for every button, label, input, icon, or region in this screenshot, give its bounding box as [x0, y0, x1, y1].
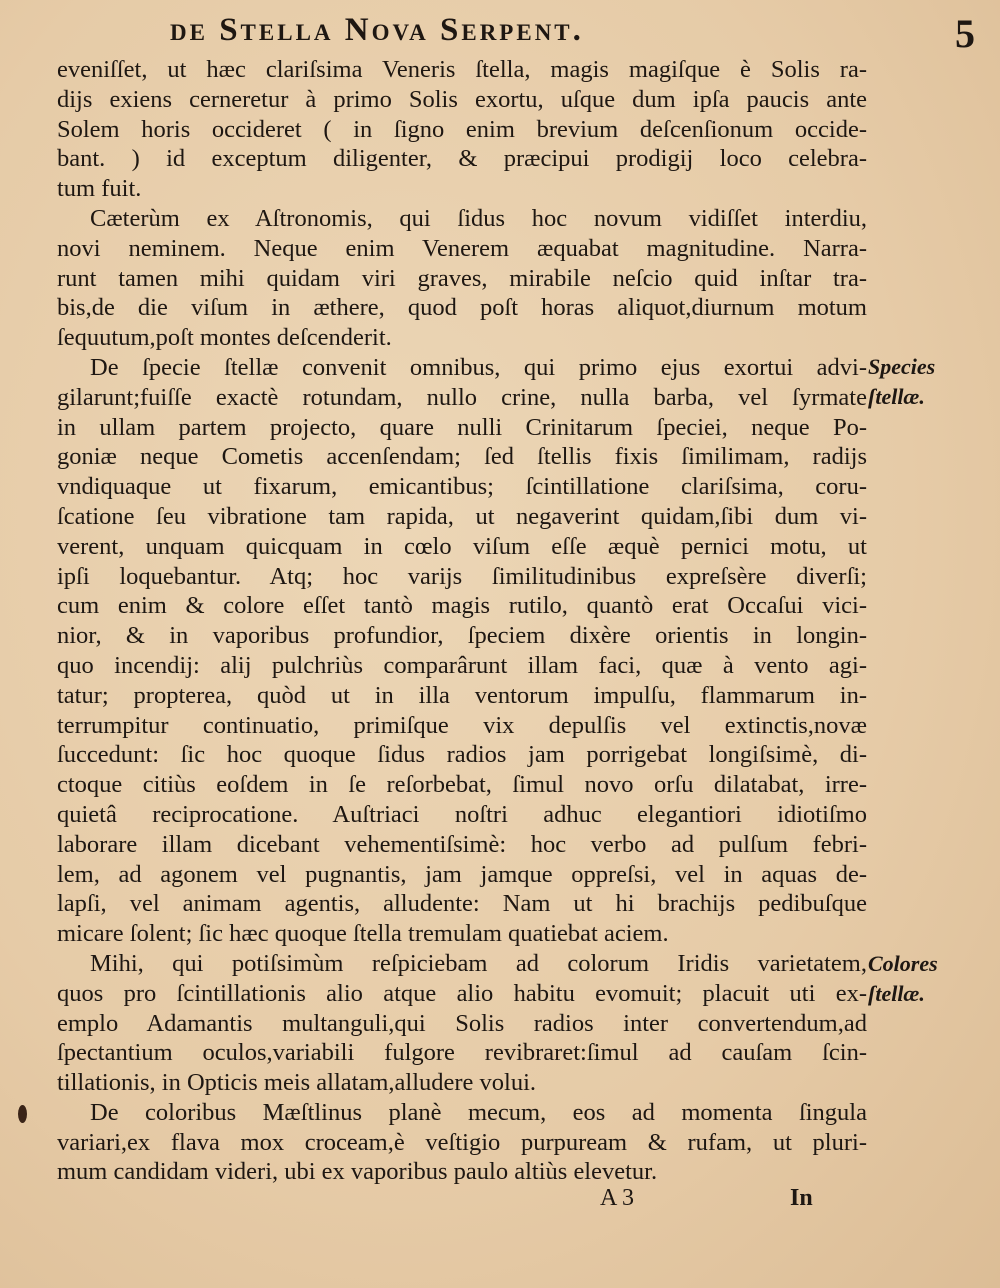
marginal-note-line: Species [868, 354, 936, 379]
text-line: variari,ex flava mox croceam,è veſtigio purpuream & rufam, ut pluri- [57, 1128, 867, 1156]
text-line: ipſi loquebantur. Atq; hoc varijs ſimilitudinibus expreſsère diverſi; [57, 562, 867, 590]
text-line: gilarunt;fuiſſe exactè rotundam, nullo crine, nulla barba, vel ſyrmate [57, 383, 867, 411]
text-line: lapſi, vel animam agentis, alludente: Nam ut hi brachijs pedibuſque [57, 890, 867, 918]
text-line: micare ſolent; ſic hæc quoque ſtella tremulam quatiebat aciem. [57, 920, 669, 948]
text-line: quos pro ſcintillationis alio atque alio habitu evomuit; placuit uti ex- [57, 979, 867, 1007]
text-line: cum enim & colore eſſet tantò magis rutilo, quantò erat Occaſui vici- [57, 592, 867, 620]
marginal-note-species [868, 352, 935, 412]
text-line: dijs exiens cerneretur à primo Solis exortu, uſque dum ipſa paucis ante [57, 85, 867, 113]
text-line: ſcatione ſeu vibratione tam rapida, ut negaverint quidam,ſibi dum vi- [57, 502, 867, 530]
text-line: in ullam partem projecto, quare nulli Crinitarum ſpeciei, neque Po- [57, 413, 867, 441]
text-line: mum candidam videri, ubi ex vaporibus paulo altiùs elevetur. [57, 1158, 658, 1186]
marginal-note-line: Colores [868, 951, 938, 976]
text-line: De ſpecie ſtellæ convenit omnibus, qui primo ejus exortui advi- [90, 353, 867, 381]
text-line: quietâ reciprocatione. Auſtriaci noſtri adhuc elegantiori idiotiſmo [57, 800, 867, 828]
catchword: In [790, 1185, 813, 1211]
text-line: Mihi, qui potiſsimùm reſpiciebam ad colorum Iridis varietatem, [90, 949, 867, 977]
text-line: verent, unquam quicquam in cœlo viſum eſſe æquè pernici motu, ut [57, 532, 867, 560]
running-title: de Stella Nova Serpent. [170, 12, 584, 48]
text-line: Solem horis occideret ( in ſigno enim brevium deſcenſionum occide- [57, 115, 867, 143]
text-line: ſpectantium oculos,variabili fulgore revibraret:ſimul ad cauſam ſcin- [57, 1039, 867, 1067]
text-line: ſuccedunt: ſic hoc quoque ſidus radios jam porrigebat longiſsimè, di- [57, 741, 867, 769]
text-line: lem, ad agonem vel pugnantis, jam jamque oppreſsi, vel in aquas de- [57, 860, 867, 888]
text-line: laborare illam dicebant vehementiſsimè: hoc verbo ad pulſum febri- [57, 830, 867, 858]
text-line: bant. ) id exceptum diligenter, & præcipui prodigij loco celebra- [57, 145, 867, 173]
text-line: Cæterùm ex Aſtronomis, qui ſidus hoc novum vidiſſet interdiu, [90, 204, 867, 232]
text-line: tum fuit. [57, 175, 142, 203]
ink-stain [18, 1105, 27, 1123]
text-line: De coloribus Mæſtlinus planè mecum, eos ad momenta ſingula [90, 1098, 867, 1126]
text-line: terrumpitur continuatio, primiſque vix depulſis vel extinctis,novæ [57, 711, 867, 739]
signature-mark: A 3 [600, 1185, 635, 1211]
text-line: eveniſſet, ut hæc clariſsima Veneris ſtella, magis magiſque è Solis ra- [57, 56, 867, 83]
text-line: ſequutum,poſt montes deſcenderit. [57, 324, 392, 352]
text-line: ctoque citiùs eoſdem in ſe reſorbebat, ſimul novo orſu dilatabat, irre- [57, 771, 867, 799]
marginal-note-line: ſtellæ. [868, 980, 925, 1006]
text-line: tatur; propterea, quòd ut in illa ventorum impulſu, flammarum in- [57, 681, 867, 709]
text-line: quo incendij: alij pulchriùs comparârunt illam faci, quæ à vento agi- [57, 651, 867, 679]
text-line: runt tamen mihi quidam viri graves, mirabile neſcio quid inſtar tra- [57, 264, 867, 292]
text-line: emplo Adamantis multanguli,qui Solis radios inter convertendum,ad [57, 1009, 867, 1037]
text-line: nior, & in vaporibus profundior, ſpeciem dixère orientis in longin- [57, 622, 867, 650]
marginal-note-colores [868, 949, 938, 1009]
page-number: 5 [955, 11, 975, 56]
text-line: vndiquaque ut fixarum, emicantibus; ſcintillatione clariſsima, coru- [57, 473, 867, 501]
text-line: tillationis, in Opticis meis allatam,alludere volui. [57, 1069, 537, 1097]
text-line: goniæ neque Cometis accenſendam; ſed ſtellis fixis ſimilimam, radijs [57, 443, 867, 471]
body-text [57, 55, 867, 1187]
marginal-note-line: ſtellæ. [868, 383, 925, 409]
text-line: novi neminem. Neque enim Venerem æquabat magnitudine. Narra- [57, 234, 867, 262]
text-line: bis,de die viſum in æthere, quod poſt horas aliquot,diurnum motum [57, 294, 867, 322]
